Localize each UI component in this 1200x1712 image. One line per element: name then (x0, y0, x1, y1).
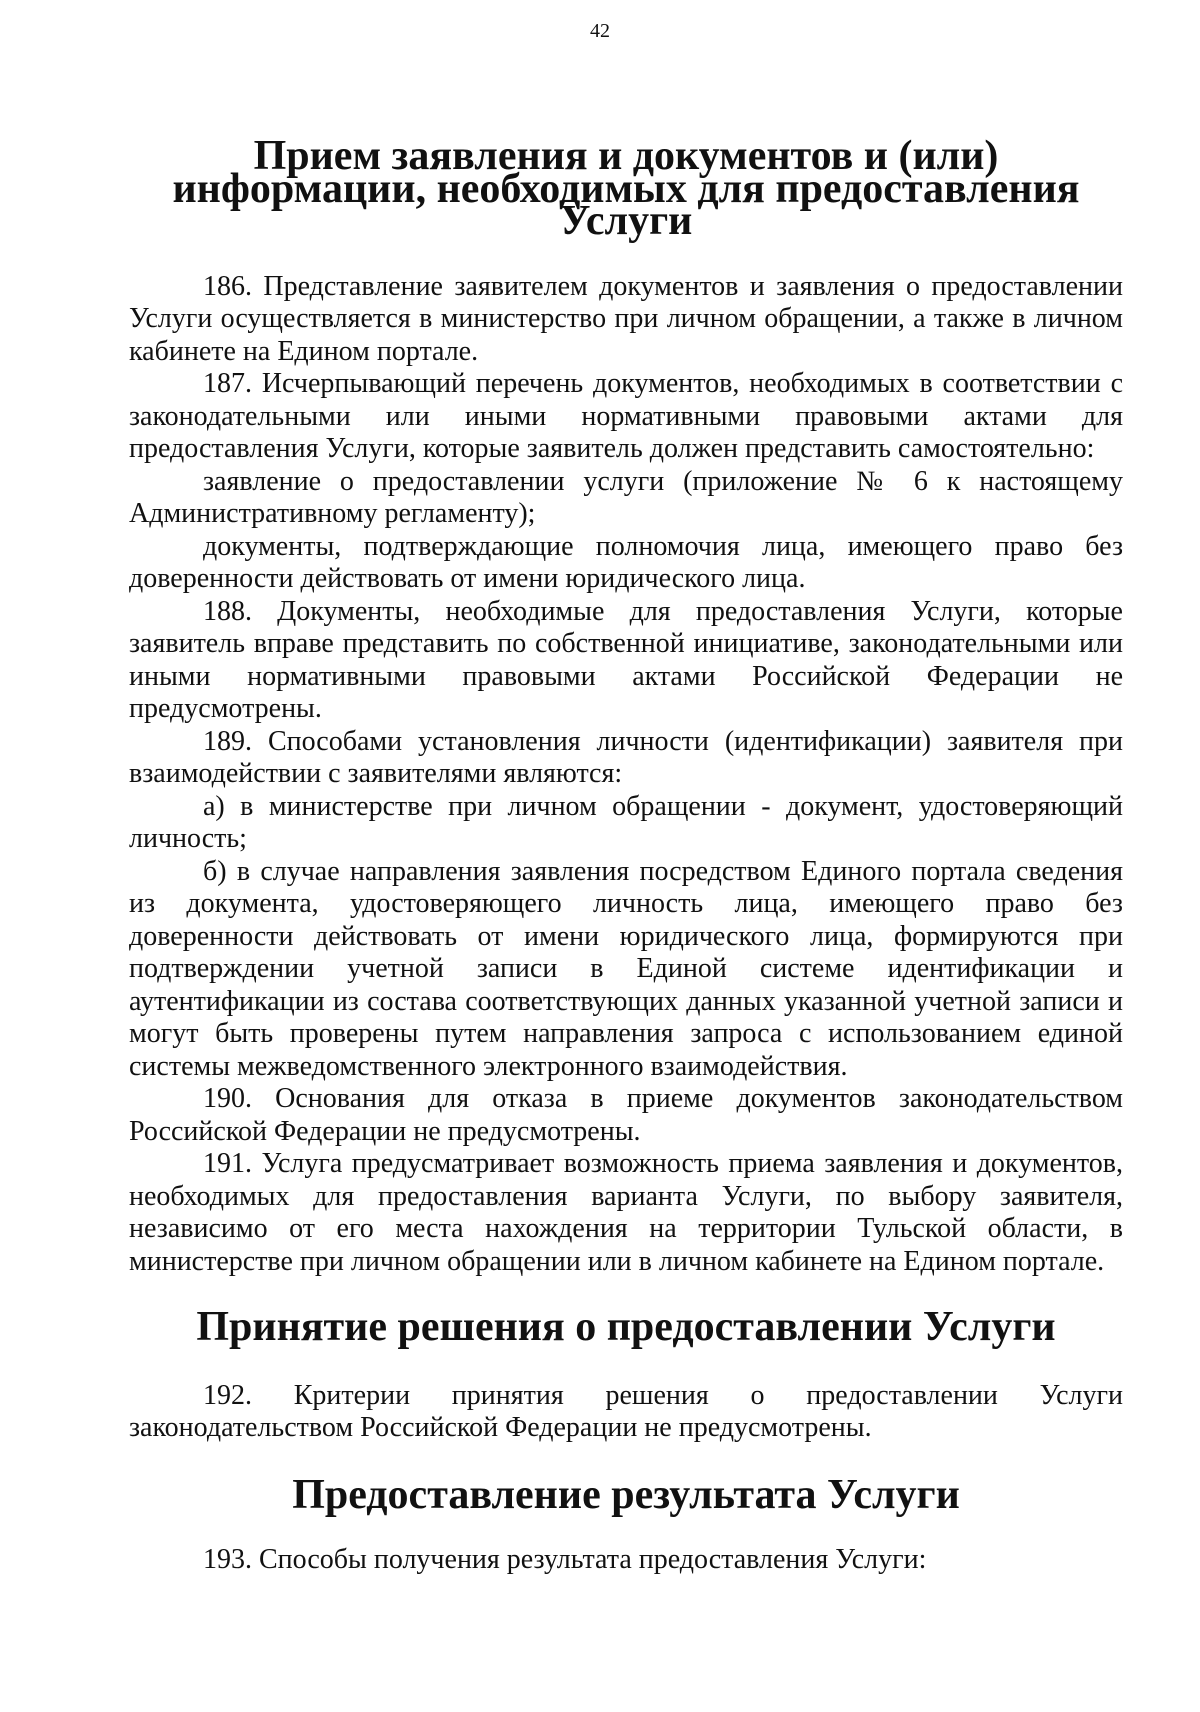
paragraph-186: 186. Представление заявителем документов и заявления о предоставлении Услуги осуществляется в министерство при личном обращении, а также в личном кабинете на Едином портале. (129, 270, 1123, 367)
section-heading-application-acceptance: Прием заявления и документов и (или) информации, необходимых для предоставления Услуги (172, 133, 1080, 244)
paragraph-188: 188. Документы, необходимые для предоставления Услуги, которые заявитель вправе представить по собственной инициативе, законодательными или иными нормативными правовыми актами Российской Федерации не предусмотрены. (129, 595, 1123, 724)
list-item-application: заявление о предоставлении услуги (приложение № 6 к настоящему Административному регламенту); (129, 465, 1123, 529)
paragraph-191: 191. Услуга предусматривает возможность приема заявления и документов, необходимых для предоставления варианта Услуги, по выбору заявителя, независимо от его места нахождения на территории Тульской области, в министерстве при личном обращении или в личном кабинете на Едином портале. (129, 1148, 1123, 1277)
section-heading-result: Предоставление результата Услуги (292, 1471, 960, 1518)
paragraph-190: 190. Основания для отказа в приеме документов законодательством Российской Федерации не предусмотрены. (129, 1083, 1123, 1147)
section-heading-decision: Принятие решения о предоставлении Услуги (196, 1304, 1056, 1350)
paragraph-187: 187. Исчерпывающий перечень документов, необходимых в соответствии с законодательными или иными нормативными правовыми актами для предоставления Услуги, которые заявитель должен представить самостоятельно: (129, 368, 1123, 464)
list-item-b: б) в случае направления заявления посредством Единого портала сведения из документа, удостоверяющего личность лица, имеющего право без доверенности действовать от имени юридического лица, формируются при подтверждении учетной записи в Единой системе идентификации и аутентификации из состава соответствующих данных указанной учетной записи и могут быть проверены путем направления запроса с использованием единой системы межведомственного электронного взаимодействия. (129, 855, 1123, 1082)
paragraph-192: 192. Критерии принятия решения о предоставлении Услуги законодательством Российской Федерации не предусмотрены. (129, 1379, 1123, 1443)
page-number: 42 (590, 20, 610, 42)
paragraph-189: 189. Способами установления личности (идентификации) заявителя при взаимодействии с заявителями являются: (129, 725, 1123, 789)
list-item-a: а) в министерстве при личном обращении - документ, удостоверяющий личность; (129, 790, 1123, 854)
paragraph-193: 193. Способы получения результата предоставления Услуги: (203, 1544, 927, 1575)
document-body (129, 133, 1123, 1577)
list-item-authority-documents: документы, подтверждающие полномочия лица, имеющего право без доверенности действовать от имени юридического лица. (129, 530, 1123, 594)
